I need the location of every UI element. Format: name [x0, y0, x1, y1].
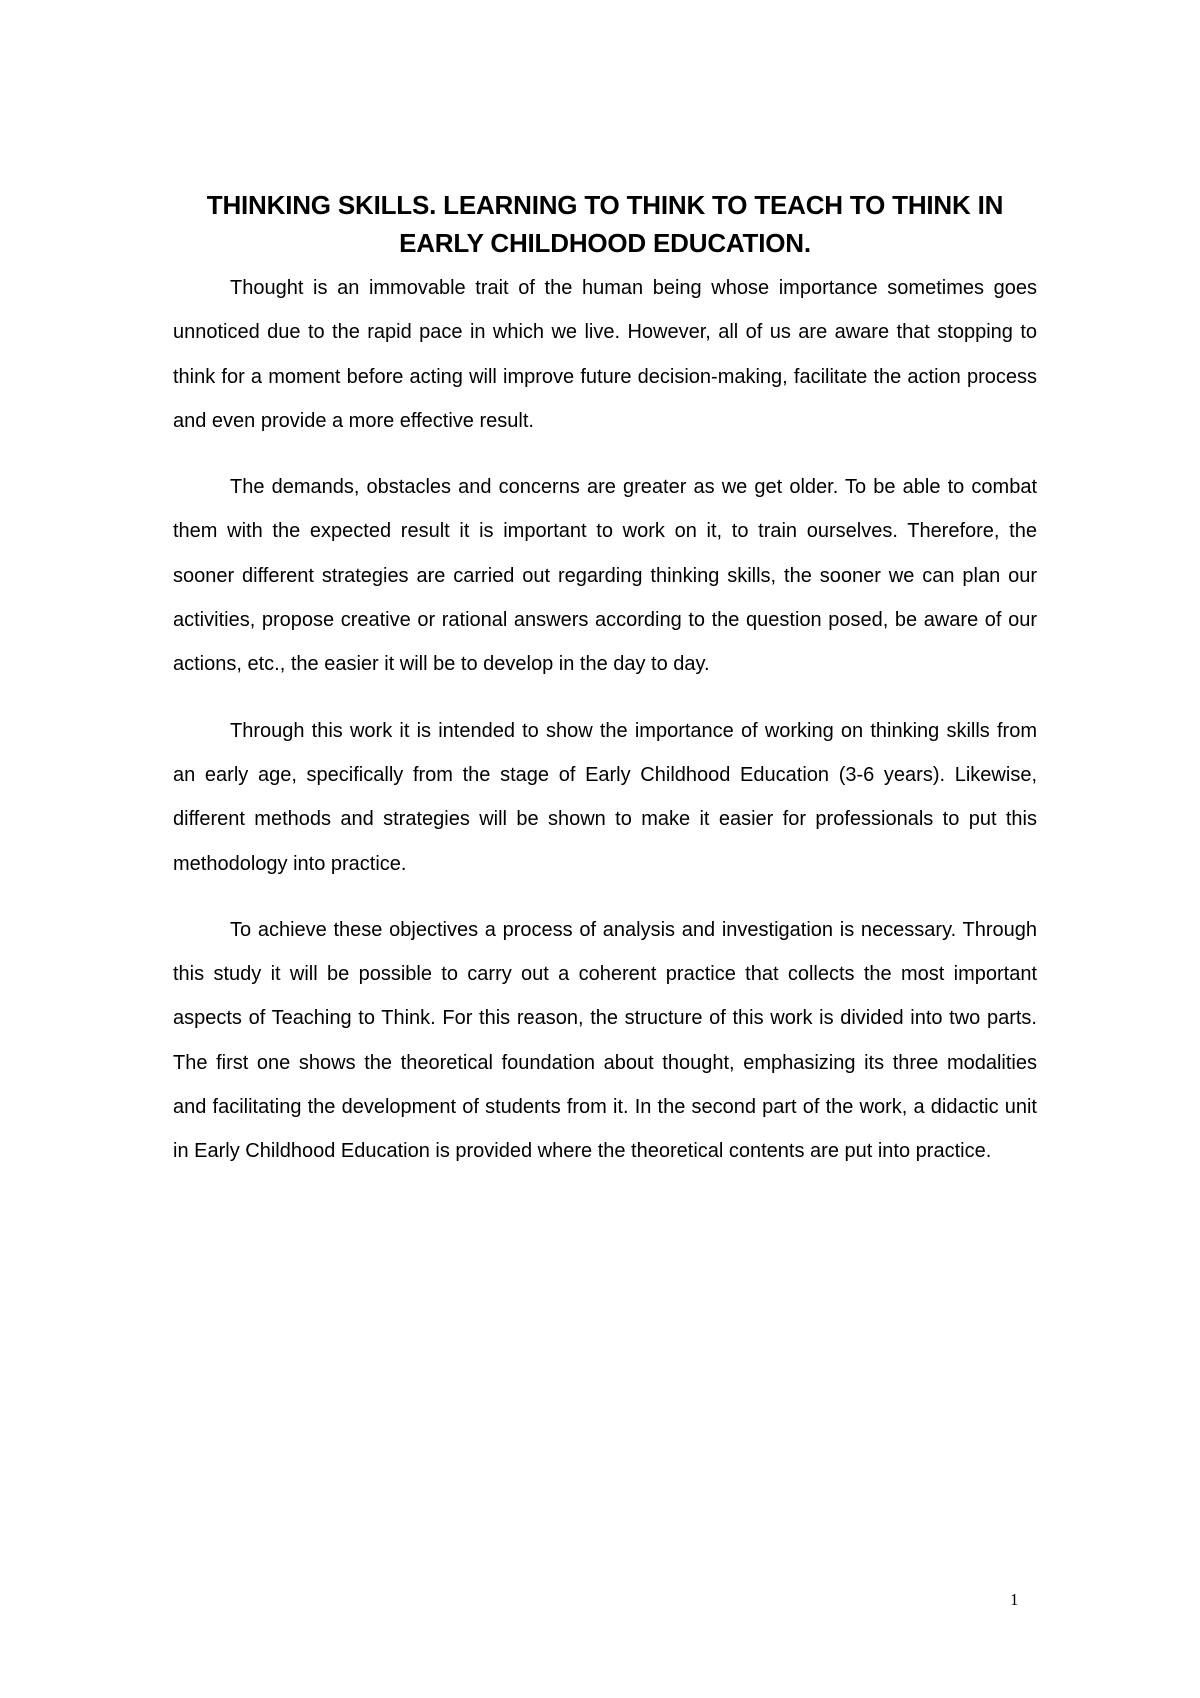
paragraph-1: Thought is an immovable trait of the human being whose importance sometimes goes unnoticed due to the rapid pace in which we live. However, all of us are aware that stopping to think for a moment before acting will improve future decision-making, facilitate the action process and even provide a more effective result.: [173, 277, 1037, 432]
page-number: 1: [1010, 1590, 1019, 1609]
document-title: THINKING SKILLS. LEARNING TO THINK TO TEACH TO THINK IN EARLY CHILDHOOD EDUCATION.: [206, 190, 1004, 258]
paragraph-4: To achieve these objectives a process of analysis and investigation is necessary. Through this study it will be possible to carry out a coherent practice that collects the most important aspects of Teaching to Think. For this reason, the structure of this work is divided into two parts. The first one shows the theoretical foundation about thought, emphasizing its three modalities and facilitating the development of students from it. In the second part of the work, a didactic unit in Early Childhood Education is provided where the theoretical contents are put into practice.: [173, 918, 1037, 1163]
paragraph-3: Through this work it is intended to show the importance of working on thinking skills from an early age, specifically from the stage of Early Childhood Education (3-6 years). Likewise, different methods and strategies will be shown to make it easier for professionals to put this methodology into practice.: [173, 719, 1037, 875]
paragraph-2: The demands, obstacles and concerns are greater as we get older. To be able to combat them with the expected result it is important to work on it, to train ourselves. Therefore, the sooner different strategies are carried out regarding thinking skills, the sooner we can plan our activities, propose creative or rational answers according to the question posed, be aware of our actions, etc., the easier it will be to develop in the day to day.: [173, 476, 1037, 676]
document-body: [173, 186, 1037, 1196]
